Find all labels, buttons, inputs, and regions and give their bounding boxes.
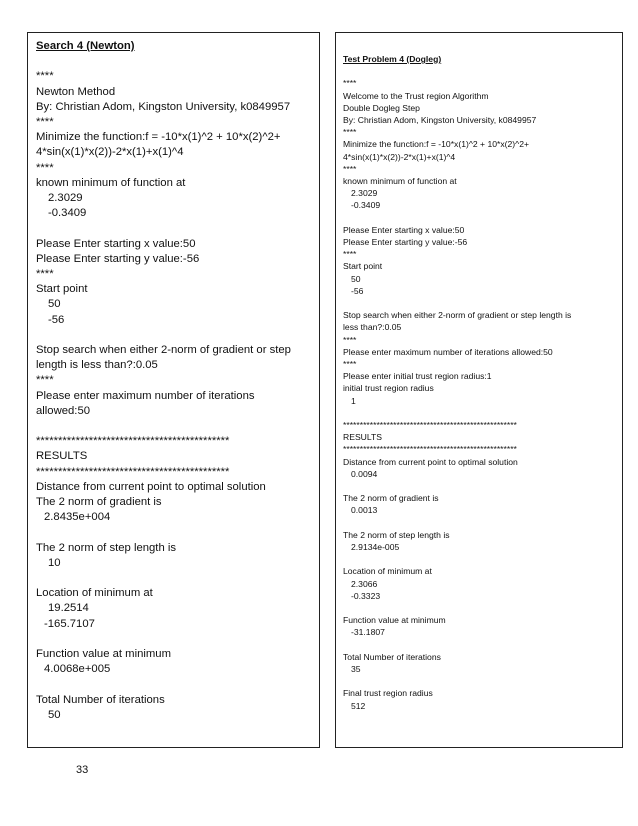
- step-value: 2.9134e-005: [351, 542, 400, 553]
- welcome-line: Welcome to the Trust region Algorithm: [343, 90, 489, 101]
- stars-divider: ****: [36, 161, 54, 174]
- dogleg-title: Test Problem 4 (Dogleg): [343, 54, 442, 64]
- results-heading: RESULTS: [36, 450, 88, 463]
- function-line-2: 4*sin(x(1)*x(2))-2*x(1)+x(1)^4: [36, 146, 184, 159]
- known-min-x: 2.3029: [48, 192, 83, 205]
- known-min-y: -0.3409: [351, 200, 381, 211]
- final-radius-value: 512: [351, 700, 366, 711]
- gradient-label: The 2 norm of gradient is: [343, 493, 439, 504]
- function-line-1: Minimize the function:f = -10*x(1)^2 + 10*x(2)^2+: [343, 139, 529, 150]
- iterations-label: Total Number of iterations: [343, 651, 441, 662]
- start-point-label: Start point: [36, 283, 88, 296]
- stop-criterion-1: Stop search when either 2-norm of gradient or step length is: [343, 310, 572, 321]
- gradient-value: 0.0013: [351, 505, 378, 516]
- newton-output-panel: [27, 32, 320, 748]
- location-y: -0.3323: [351, 590, 381, 601]
- gradient-label: The 2 norm of gradient is: [36, 496, 162, 509]
- stars-divider: ****: [36, 70, 54, 83]
- function-value: 4.0068e+005: [44, 663, 111, 676]
- distance-value: 0.0094: [351, 468, 378, 479]
- iterations-value: 50: [48, 708, 61, 721]
- function-line-2: 4*sin(x(1)*x(2))-2*x(1)+x(1)^4: [343, 151, 456, 162]
- stop-criterion-2: less than?:0.05: [343, 322, 402, 333]
- location-label: Location of minimum at: [36, 587, 153, 600]
- stars-divider: ****: [36, 116, 54, 128]
- radius-value: 1: [351, 395, 356, 406]
- stars-divider: ****: [36, 374, 54, 387]
- function-value: -31.1807: [351, 627, 385, 638]
- stars-divider: ****: [343, 334, 357, 345]
- step-label: The 2 norm of step length is: [36, 541, 177, 554]
- max-iter-prompt-2: allowed:50: [36, 404, 91, 417]
- stars-divider: ****: [36, 268, 54, 281]
- stop-criterion-1: Stop search when either 2-norm of gradient or step: [36, 344, 291, 357]
- radius-prompt: Please enter initial trust region radius:1: [343, 371, 492, 382]
- page-number: 33: [76, 764, 89, 776]
- start-y: -56: [351, 285, 364, 296]
- start-x: 50: [48, 298, 61, 311]
- start-y: -56: [48, 313, 65, 326]
- stop-criterion-2: length is less than?:0.05: [36, 359, 158, 372]
- results-divider: ****************************************************: [343, 444, 517, 455]
- results-heading: RESULTS: [343, 432, 382, 443]
- function-value-label: Function value at minimum: [36, 648, 171, 661]
- stars-divider: ****: [343, 127, 357, 138]
- iterations-value: 35: [351, 664, 361, 675]
- enter-y-prompt: Please Enter starting y value:-56: [36, 252, 200, 265]
- location-y: -165.7107: [44, 617, 95, 630]
- results-divider: ********************************************: [36, 465, 230, 478]
- gradient-value: 2.8435e+004: [44, 511, 111, 524]
- known-min-label: known minimum of function at: [343, 176, 457, 187]
- function-value-label: Function value at minimum: [343, 615, 446, 626]
- author-line: By: Christian Adom, Kingston University, k0849957: [343, 115, 537, 125]
- stars-divider: ****: [343, 78, 357, 89]
- results-divider: ****************************************************: [343, 420, 517, 431]
- location-x: 19.2514: [48, 602, 89, 615]
- location-x: 2.3066: [351, 578, 378, 589]
- distance-label: Distance from current point to optimal solution: [343, 456, 518, 467]
- enter-x-prompt: Please Enter starting x value:50: [343, 224, 465, 235]
- final-radius-label: Final trust region radius: [343, 688, 433, 699]
- dogleg-output-panel: [335, 32, 623, 748]
- max-iter-prompt: Please enter maximum number of iterations allowed:50: [343, 346, 553, 357]
- known-min-x: 2.3029: [351, 188, 378, 199]
- step-label: The 2 norm of step length is: [343, 529, 450, 540]
- enter-y-prompt: Please Enter starting y value:-56: [343, 237, 468, 248]
- iterations-label: Total Number of iterations: [36, 693, 165, 706]
- newton-title: Search 4 (Newton): [36, 40, 135, 52]
- start-x: 50: [351, 273, 361, 284]
- known-min-y: -0.3409: [48, 207, 87, 220]
- distance-label: Distance from current point to optimal solution: [36, 480, 266, 493]
- radius-label: initial trust region radius: [343, 383, 434, 394]
- max-iter-prompt-1: Please enter maximum number of iterations: [36, 389, 255, 402]
- enter-x-prompt: Please Enter starting x value:50: [36, 237, 196, 250]
- known-min-label: known minimum of function at: [36, 176, 186, 189]
- stars-divider: ****: [343, 359, 357, 370]
- stars-divider: ****: [343, 249, 357, 260]
- step-value: 10: [48, 556, 61, 569]
- location-label: Location of minimum at: [343, 566, 432, 577]
- function-line-1: Minimize the function:f = -10*x(1)^2 + 10*x(2)^2+: [36, 131, 281, 144]
- method-name: Newton Method: [36, 85, 116, 98]
- method-name: Double Dogleg Step: [343, 102, 420, 113]
- results-divider: ********************************************: [36, 435, 230, 448]
- stars-divider: ****: [343, 163, 357, 174]
- author-line: By: Christian Adom, Kingston University, k0849957: [36, 100, 291, 113]
- start-point-label: Start point: [343, 261, 383, 272]
